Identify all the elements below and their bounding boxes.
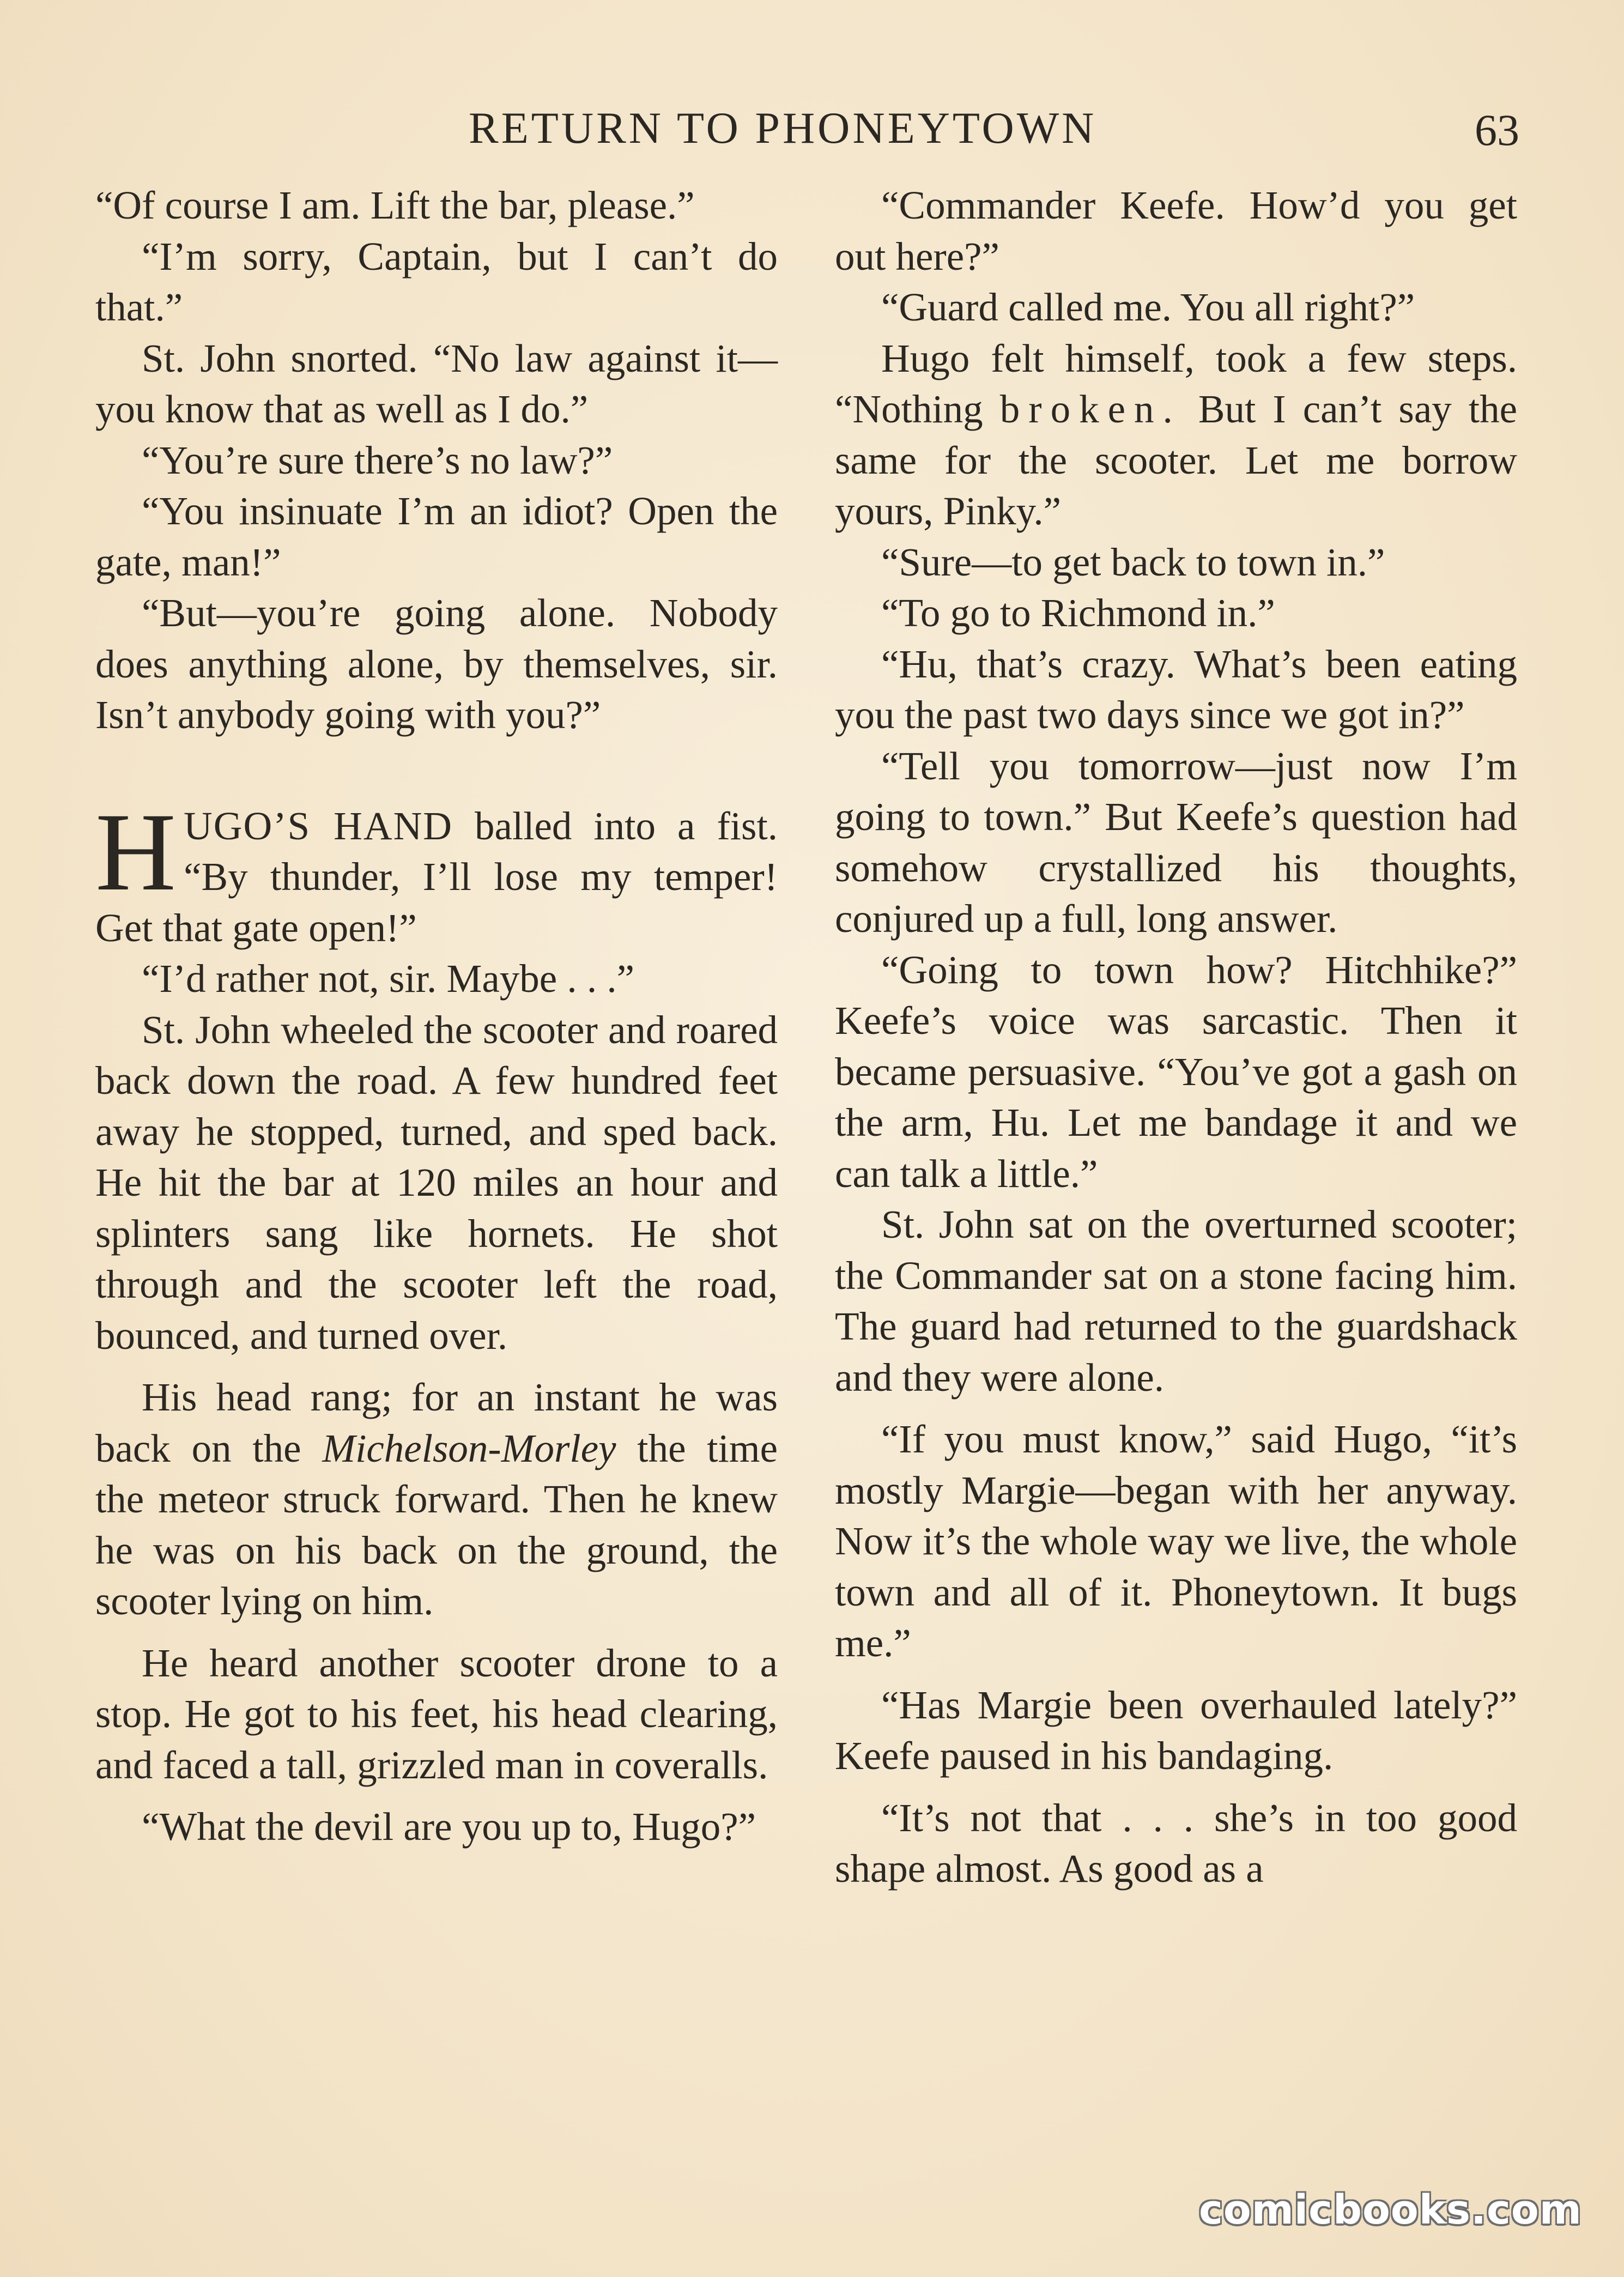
left-column xyxy=(95,180,778,1852)
paragraph: “What the devil are you up to, Hugo?” xyxy=(142,1804,756,1849)
paragraph: St. John sat on the overturned scooter; the Commander sat on a stone facing him. The guard had returned to the guardshack and they were alone. xyxy=(835,1202,1517,1400)
paragraph: “Hu, that’s crazy. What’s been eating you the past two days since we got in?” xyxy=(835,641,1517,737)
paragraph-text: But I can’t say the same for the scooter. Let me borrow yours, Pinky.” xyxy=(835,387,1517,533)
page-header xyxy=(0,98,1624,158)
paragraph-text: balled into a fist. “By thunder, I’ll lose my temper! Get that gate open!” xyxy=(95,803,778,950)
paragraph: “It’s not that . . . she’s in too good shape almost. As good as a xyxy=(835,1795,1517,1891)
right-column xyxy=(835,180,1517,1894)
paragraph: “Has Margie been overhauled lately?” Keefe paused in his bandaging. xyxy=(835,1682,1517,1778)
paragraph: St. John snorted. “No law against it— you know that as well as I do.” xyxy=(95,336,778,431)
paragraph-text: His head rang; for an instant he was back on the xyxy=(95,1375,778,1470)
paragraph: “Commander Keefe. How’d you get out here?” xyxy=(835,183,1517,278)
paragraph: “Sure—to get back to town in.” xyxy=(881,540,1385,584)
paragraph: He heard another scooter drone to a stop. He got to his feet, his head clearing, and faced a tall, grizzled man in coveralls. xyxy=(95,1640,778,1787)
paragraph xyxy=(95,1372,778,1627)
drop-cap: H xyxy=(95,790,177,914)
spaced-word: broken. xyxy=(999,387,1181,431)
paragraph: “You’re sure there’s no law?” xyxy=(142,438,613,482)
section-opening-paragraph xyxy=(95,790,778,954)
paragraph: “Of course I am. Lift the bar, please.” xyxy=(95,183,695,227)
paragraph: “I’m sorry, Captain, but I can’t do that.” xyxy=(95,234,778,329)
paragraph-text: Hugo felt himself, took a few steps. “Nothing xyxy=(835,336,1517,431)
lead-in-text: UGO’S HAND xyxy=(184,803,453,848)
paragraph: “If you must know,” said Hugo, “it’s mostly Margie—began with her anyway. Now it’s the whole way we live, the whole town and all of it. Phoneytown. It bugs me.” xyxy=(835,1417,1517,1665)
paragraph: “I’d rather not, sir. Maybe . . .” xyxy=(142,956,635,1001)
paragraph: “Guard called me. You all right?” xyxy=(881,285,1415,329)
paragraph xyxy=(835,333,1517,537)
paragraph: “Tell you tomorrow—just now I’m going to town.” But Keefe’s question had somehow crystallized his thoughts, conjured up a full, long answer. xyxy=(835,743,1517,941)
paragraph: “You insinuate I’m an idiot? Open the gate, man!” xyxy=(95,489,778,584)
paragraph: St. John wheeled the scooter and roared back down the road. A few hundred feet away he stopped, turned, and sped back. He hit the bar at 120 miles an hour and splinters sang like hornets. He shot through and the scooter left the road, bounced, and turned over. xyxy=(95,1007,778,1358)
running-head: RETURN TO PHONEYTOWN xyxy=(469,103,1097,153)
paragraph: “Going to town how? Hitchhike?” Keefe’s voice was sarcastic. Then it became persuasive. “You’ve got a gash on the arm, Hu. Let me bandage it and we can talk a little.” xyxy=(835,947,1517,1196)
ship-name: Michelson-Morley xyxy=(322,1426,616,1470)
paragraph: “To go to Richmond in.” xyxy=(881,591,1275,635)
paragraph-text: the time the meteor struck forward. Then he knew he was on his back on the ground, the scooter lying on him. xyxy=(95,1426,778,1623)
paragraph: “But—you’re going alone. Nobody does anything alone, by themselves, sir. Isn’t anybody going with you?” xyxy=(95,591,778,737)
page-number: 63 xyxy=(1475,105,1519,155)
source-watermark: comicbooks.com xyxy=(1199,2187,1582,2233)
